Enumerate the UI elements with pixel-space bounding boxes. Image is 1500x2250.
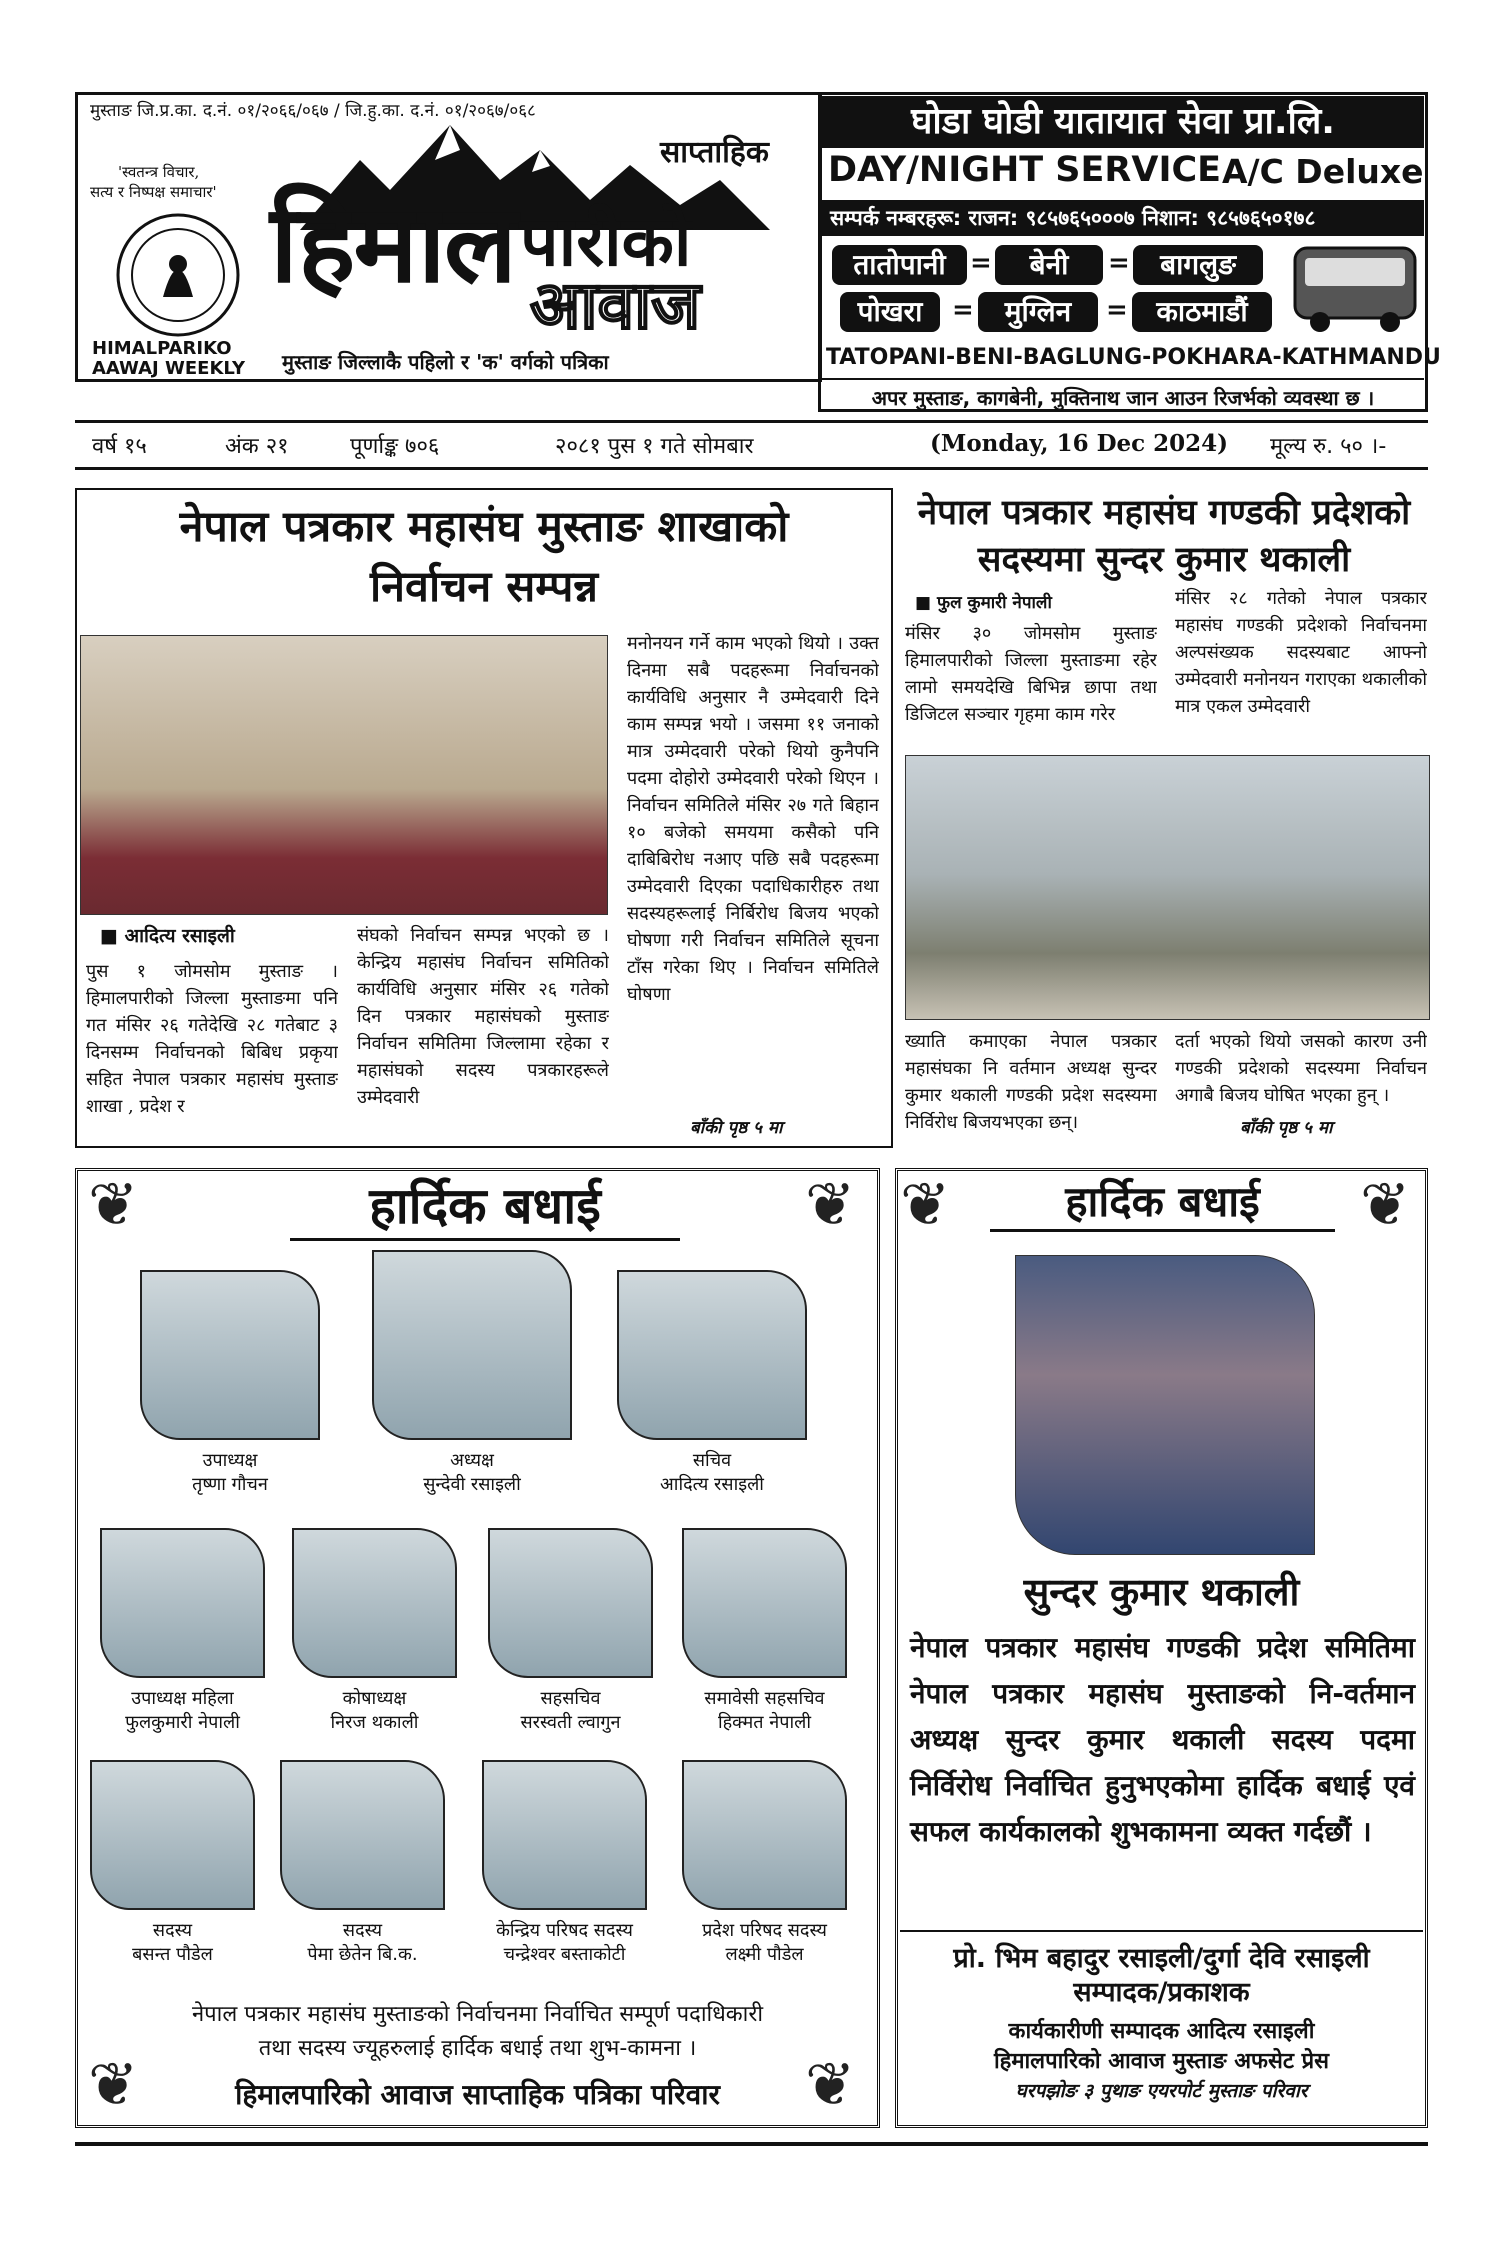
member-name: सरस्वती ल्वागुन xyxy=(520,1712,621,1733)
route-stop: पोखरा xyxy=(840,292,940,332)
member-role: केन्द्रिय परिषद सदस्य xyxy=(496,1920,633,1941)
congrats-right-heading: हार्दिक बधाई xyxy=(990,1172,1335,1232)
member-name: निरज थकाली xyxy=(330,1712,419,1733)
dateline-total: पूर्णाङ्क ७०६ xyxy=(350,434,440,459)
bus-icon xyxy=(1290,238,1420,338)
masthead-title-main: हिमाल xyxy=(270,182,516,307)
english-name-line-2: AAWAJ WEEKLY xyxy=(92,358,246,379)
congrats-right-sender-title: सम्पादक/प्रकाशक xyxy=(1073,1977,1250,2008)
story1-headline-line2: निर्वाचन सम्पन्न xyxy=(370,562,598,612)
member-card xyxy=(100,1528,265,1733)
member-photo xyxy=(140,1270,320,1440)
dateline-nepali-date: २०८१ पुस १ गते सोमबार xyxy=(555,434,754,459)
dateline-issue: अंक २१ xyxy=(225,434,289,459)
member-name: आदित्य रसाइली xyxy=(660,1474,764,1495)
route-stop: बेनी xyxy=(995,245,1103,285)
member-role: प्रदेश परिषद सदस्य xyxy=(702,1920,827,1941)
masthead-title-second: पारीको xyxy=(520,203,692,282)
sundar-portrait-photo xyxy=(1015,1255,1315,1555)
member-photo xyxy=(617,1270,807,1440)
story1-byline: ■ आदित्य रसाइली xyxy=(100,922,235,948)
member-name: सुन्देवी रसाइली xyxy=(423,1474,521,1495)
congrats-right-sender: प्रो. भिम बहादुर रसाइली/दुर्गा देवि रसाइली xyxy=(900,1930,1423,1975)
route-connector: = xyxy=(952,295,974,325)
ad-note: अपर मुस्ताङ, कागबेनी, मुक्तिनाथ जान आउन रिजर्भको व्यवस्था छ । xyxy=(822,378,1424,411)
member-card xyxy=(682,1760,847,1965)
member-photo xyxy=(280,1760,445,1910)
slogan-line-1: 'स्वतन्त्र विचार, xyxy=(118,163,200,181)
ad-contact: सम्पर्क नम्बरहरू: राजन: ९८५७६५०००७ निशान: ९८५७६५०१७८ xyxy=(822,200,1424,236)
congrats-left-heading: हार्दिक बधाई xyxy=(290,1170,680,1241)
member-role: सदस्य xyxy=(342,1920,383,1941)
member-photo xyxy=(100,1528,265,1678)
member-photo xyxy=(372,1250,572,1440)
member-photo xyxy=(682,1528,847,1678)
route-stop: बागलुङ xyxy=(1133,245,1263,285)
route-connector: = xyxy=(1106,295,1128,325)
member-photo xyxy=(90,1760,255,1910)
congrats-left-message-2: तथा सदस्य ज्यूहरुलाई हार्दिक बधाई तथा शुभ-कामना । xyxy=(258,2036,697,2061)
route-stop: काठमाडौं xyxy=(1132,292,1272,332)
route-stop: तातोपानी xyxy=(832,245,967,285)
route-connector: = xyxy=(1108,248,1130,278)
member-name: पेमा छेतेन बि.क. xyxy=(307,1944,418,1965)
story2-headline-line1: नेपाल पत्रकार महासंघ गण्डकी प्रदेशको xyxy=(917,493,1411,533)
member-role: उपाध्यक्ष महिला xyxy=(131,1688,234,1709)
member-photo xyxy=(482,1760,647,1910)
english-name-line-1: HIMALPARIKO xyxy=(92,338,232,359)
member-name: तृष्णा गौचन xyxy=(192,1474,268,1495)
dateline-english-date: (Monday, 16 Dec 2024) xyxy=(930,430,1229,457)
member-name: लक्ष्मी पौडेल xyxy=(725,1944,804,1965)
member-card xyxy=(488,1528,653,1733)
member-role: कोषाध्यक्ष xyxy=(342,1688,407,1709)
story2-continued: बाँकी पृष्ठ ५ मा xyxy=(1240,1118,1333,1138)
ad-service: DAY/NIGHT SERVICE xyxy=(828,150,1222,190)
member-role: सहसचिव xyxy=(540,1688,601,1709)
route-english: TATOPANI-BENI-BAGLUNG-POKHARA-KATHMANDU xyxy=(826,345,1441,370)
dateline-year: वर्ष १५ xyxy=(92,434,147,459)
story2-byline: ■ फुल कुमारी नेपाली xyxy=(915,590,1052,613)
route-connector: = xyxy=(970,248,992,278)
story2-column-1-bottom: ख्याति कमाएका नेपाल पत्रकार महासंघका नि वर्तमान अध्यक्ष सुन्दर कुमार थकाली गण्डकी प्रदेश सदस्यमा निर्विरोध बिजयभएका छन्। xyxy=(905,1031,1157,1133)
story1-column-3: मनोनयन गर्ने काम भएको थियो । उक्त दिनमा सबै पदहरूमा निर्वाचनको कार्यविधि अनुसार नै उम्मेदवारी दिने काम सम्पन्न भयो । जसमा ११ जनाको मात्र उम्मेदवारी परेको थियो कुनैपनि पदमा दोहोरो उम्मेदवारी परेको थिएन । निर्वाचन समितिले मंसिर २७ गते बिहान १० बजेको समयमा कसैको पनि दाबिबिरोध नआए पछि सबै पदहरूमा उम्मेदवारी दिएका पदाधिकारीहरु तथा सदस्यहरूलाई निर्बिरोध बिजय भएको घोषणा गरी निर्वाचन समितिले सूचना टाँस गरेका थिए । निर्वाचन समितिले घोषणा xyxy=(627,633,879,1005)
member-role: उपाध्यक्ष xyxy=(202,1450,258,1471)
ornament-corner-icon: ❦ xyxy=(900,1170,951,1240)
member-role: सदस्य xyxy=(152,1920,193,1941)
story2-column-2-bottom: दर्ता भएको थियो जसको कारण उनी गण्डकी प्रदेशको सदस्यमा निर्वाचन अगाबै बिजय घोषित भएका हुन् । xyxy=(1175,1031,1427,1106)
ornament-corner-icon: ❦ xyxy=(88,1170,139,1240)
member-card xyxy=(292,1528,457,1733)
dateline-price: मूल्य रु. ५० ।- xyxy=(1270,434,1387,459)
masthead-title-third: आवाज xyxy=(530,267,701,344)
congrats-left-footer: हिमालपारिको आवाज साप्ताहिक पत्रिका परिवार xyxy=(235,2078,720,2111)
member-photo xyxy=(682,1760,847,1910)
story2-portrait-photo xyxy=(905,755,1430,1020)
masthead-tagline: मुस्ताङ जिल्लाकै पहिलो र 'क' वर्गको पत्रिका xyxy=(282,350,609,374)
member-name: हिक्मत नेपाली xyxy=(717,1712,812,1733)
registration-line: मुस्ताङ जि.प्र.का. द.नं. ०१/२०६६/०६७ / जि.हु.का. द.नं. ०१/२०६७/०६८ xyxy=(90,101,536,121)
story1-continued: बाँकी पृष्ठ ५ मा xyxy=(690,1118,783,1138)
member-name: बसन्त पौडेल xyxy=(132,1944,213,1965)
member-photo xyxy=(488,1528,653,1678)
member-card xyxy=(280,1760,445,1965)
story2-headline-line2: सदस्यमा सुन्दर कुमार थकाली xyxy=(977,540,1351,580)
congrats-right-address: घरपझोङ ३ पुथाङ एयरपोर्ट मुस्ताङ परिवार xyxy=(1015,2080,1308,2102)
congrats-left-message-1: नेपाल पत्रकार महासंघ मुस्ताङको निर्वाचनमा निर्वाचित सम्पूर्ण पदाधिकारी xyxy=(191,2002,764,2027)
story1-column-1: पुस १ जोमसोम मुस्ताङ । हिमालपारीको जिल्ला मुस्ताङमा पनि गत मंसिर २६ गतेदेखि २८ गतेबाट ३ दिनसम्म निर्वाचनको बिबिध प्रकृया सहित नेपाल पत्रकार महासंघ मुस्ताङ शाखा , प्रदेश र xyxy=(86,961,338,1117)
member-card xyxy=(90,1760,255,1965)
story1-headline-line1: नेपाल पत्रकार महासंघ मुस्ताङ शाखाको xyxy=(179,502,789,552)
ad-deluxe: A/C Deluxe xyxy=(1222,152,1424,191)
story1-column-2: संघको निर्वाचन सम्पन्न भएको छ । केन्द्रिय महासंघ निर्वाचन समितिको कार्यविधि अनुसार मंसिर २६ गतेको दिन पत्रकार महासंघको मुस्ताङ निर्वाचन समितिमा जिल्लामा रहेका र महासंघको सदस्य पत्रकारहरूले उम्मेदवारी xyxy=(357,925,609,1108)
ornament-corner-icon: ❦ xyxy=(1360,1170,1411,1240)
member-card xyxy=(482,1760,647,1965)
congrats-right-exec: कार्यकारीणी सम्पादक आदित्य रसाइली xyxy=(1008,2019,1315,2044)
bottom-rule xyxy=(75,2142,1428,2146)
member-card xyxy=(682,1528,847,1733)
congrats-right-press: हिमालपारिको आवाज मुस्ताङ अफसेट प्रेस xyxy=(993,2049,1330,2074)
congrats-right-message: नेपाल पत्रकार महासंघ गण्डकी प्रदेश समितिमा नेपाल पत्रकार महासंघ मुस्ताङको नि-वर्तमान अध्यक्ष सुन्दर कुमार थकाली सदस्य पदमा निर्विरोध निर्वाचित हुनुभएकोमा हार्दिक बधाई एवं सफल कार्यकालको शुभकामना व्यक्त गर्दछौं । xyxy=(910,1631,1415,1848)
story1-group-photo xyxy=(80,635,608,915)
ornament-corner-icon: ❦ xyxy=(805,1170,856,1240)
member-card xyxy=(617,1270,807,1495)
member-role: अध्यक्ष xyxy=(450,1450,494,1471)
slogan-line-2: सत्य र निष्पक्ष समाचार' xyxy=(90,183,217,201)
congrats-right-name: सुन्दर कुमार थकाली xyxy=(1023,1570,1300,1614)
ornament-corner-icon: ❦ xyxy=(805,2050,856,2120)
member-role: समावेसी सहसचिव xyxy=(704,1688,825,1709)
member-card xyxy=(372,1250,572,1495)
member-name: फुलकुमारी नेपाली xyxy=(125,1712,240,1733)
ornament-corner-icon: ❦ xyxy=(88,2050,139,2120)
member-photo xyxy=(292,1528,457,1678)
weekly-tag: साप्ताहिक xyxy=(660,135,769,170)
story2-column-2-top: मंसिर २८ गतेको नेपाल पत्रकार महासंघ गण्डकी प्रदेशको निर्वाचनमा अल्पसंख्यक सदस्यबाट आफ्नो उम्मेदवारी मनोनयन गराएका थकालीको मात्र एकल उम्मेदवारी xyxy=(1175,588,1427,717)
ad-company-name: घोडा घोडी यातायात सेवा प्रा.लि. xyxy=(822,96,1424,148)
route-stop: मुग्लिन xyxy=(978,292,1098,332)
story2-column-1-top: मंसिर ३० जोमसोम मुस्ताङ हिमालपारीको जिल्ला मुस्ताङमा रहेर लामो समयदेखि बिभिन्न छापा तथा डिजिटल सञ्चार गृहमा काम गरेर xyxy=(905,623,1157,725)
journalist-emblem-logo xyxy=(115,212,241,338)
member-name: चन्द्रेश्वर बस्ताकोटी xyxy=(503,1944,626,1965)
member-role: सचिव xyxy=(692,1450,732,1471)
member-card xyxy=(140,1270,320,1495)
